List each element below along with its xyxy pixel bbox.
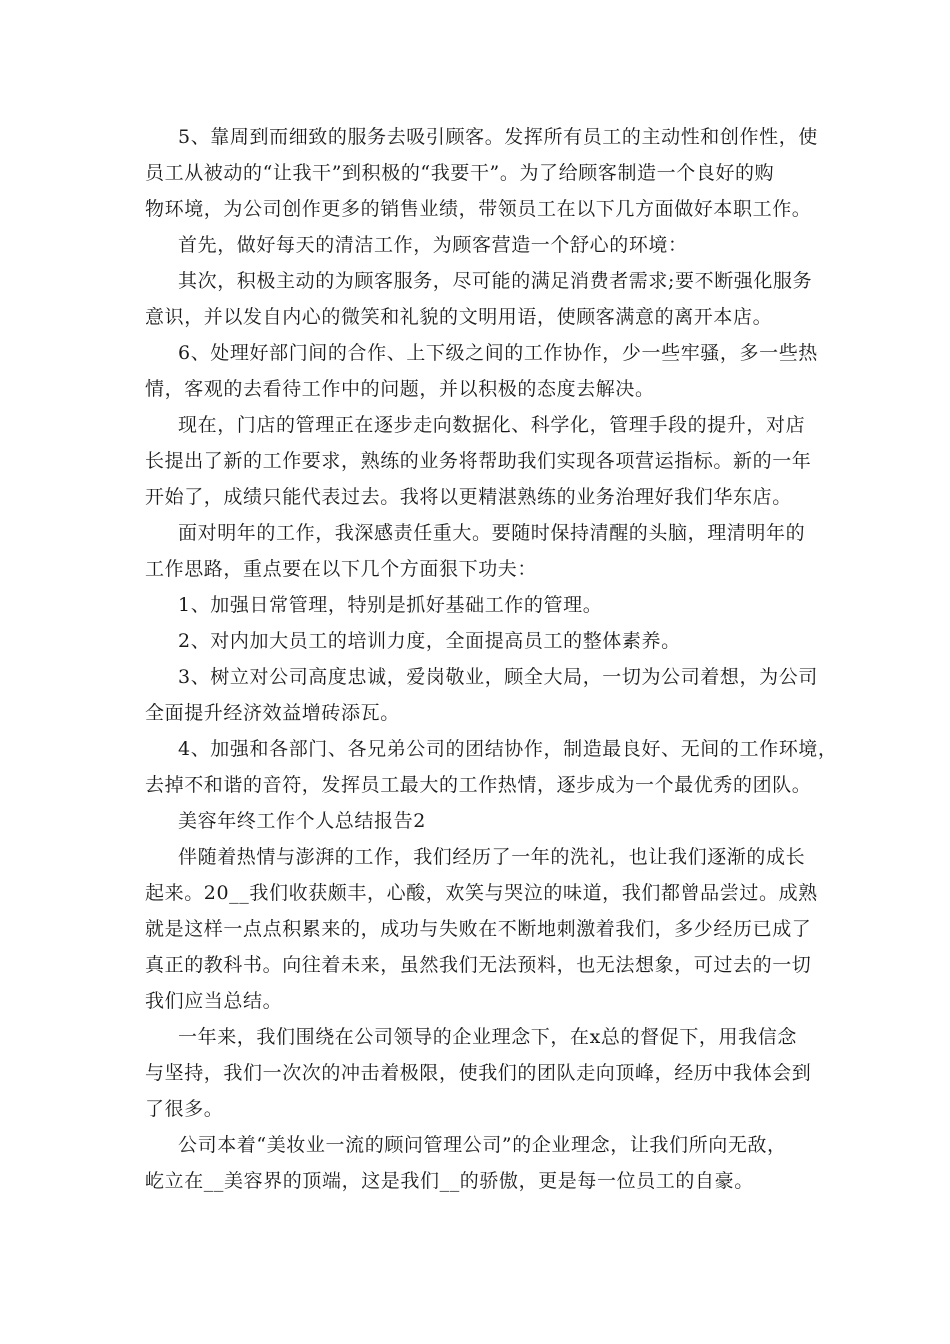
text-line: 公司本着“美妆业一流的顾问管理公司”的企业理念，让我们所向无敌， (178, 1134, 787, 1156)
text-line: 去掉不和谐的音符，发挥员工最大的工作热情，逐步成为一个最优秀的团队。 (145, 774, 812, 796)
text-line: 长提出了新的工作要求，熟练的业务将帮助我们实现各项营运指标。新的一年 (145, 450, 812, 472)
text-line: 物环境，为公司创作更多的销售业绩，带领员工在以下几方面做好本职工作。 (145, 198, 812, 220)
text-line: 开始了，成绩只能代表过去。我将以更精湛熟练的业务治理好我们华东店。 (145, 486, 792, 508)
text-line: 员工从被动的“让我干”到积极的“我要干”。为了给顾客制造一个良好的购 (145, 162, 775, 184)
text-line: 全面提升经济效益增砖添瓦。 (145, 702, 400, 724)
section-heading: 美容年终工作个人总结报告2 (178, 810, 426, 832)
text-line: 情，客观的去看待工作中的问题，并以积极的态度去解决。 (145, 378, 655, 400)
text-line: 现在，门店的管理正在逐步走向数据化、科学化，管理手段的提升，对店 (178, 414, 806, 436)
text-line: 与坚持，我们一次次的冲击着极限，使我们的团队走向顶峰，经历中我体会到 (145, 1062, 812, 1084)
text-line: 真正的教科书。向往着未来，虽然我们无法预料，也无法想象，可过去的一切 (145, 954, 812, 976)
text-line: 了很多。 (145, 1098, 224, 1120)
text-line: 伴随着热情与澎湃的工作，我们经历了一年的洗礼，也让我们逐渐的成长 (178, 846, 806, 868)
text-line: 1、加强日常管理，特别是抓好基础工作的管理。 (178, 594, 603, 616)
text-line: 意识，并以发自内心的微笑和礼貌的文明用语，使顾客满意的离开本店。 (145, 306, 773, 328)
text-line: 起来。20__我们收获颇丰，心酸，欢笑与哭泣的味道，我们都曾品尝过。成熟 (145, 882, 818, 904)
text-line: 屹立在__美容界的顶端，这是我们__的骄傲，更是每一位员工的自豪。 (145, 1170, 754, 1192)
text-line: 首先，做好每天的清洁工作，为顾客营造一个舒心的环境： (178, 234, 688, 256)
text-line: 一年来，我们围绕在公司领导的企业理念下，在x总的督促下，用我信念 (178, 1026, 797, 1048)
text-line: 其次，积极主动的为顾客服务，尽可能的满足消费者需求;要不断强化服务 (178, 270, 813, 292)
text-line: 2、对内加大员工的培训力度，全面提高员工的整体素养。 (178, 630, 681, 652)
text-line: 5、靠周到而细致的服务去吸引顾客。发挥所有员工的主动性和创作性，使 (178, 126, 818, 148)
text-line: 我们应当总结。 (145, 990, 283, 1012)
text-line: 3、树立对公司高度忠诚，爱岗敬业，顾全大局，一切为公司着想，为公司 (178, 666, 818, 688)
text-line: 4、加强和各部门、各兄弟公司的团结协作，制造最良好、无间的工作环境， (178, 738, 838, 760)
text-line: 工作思路，重点要在以下几个方面狠下功夫： (145, 558, 538, 580)
text-line: 就是这样一点点积累来的，成功与失败在不断地刺激着我们，多少经历已成了 (145, 918, 812, 940)
text-line: 面对明年的工作，我深感责任重大。要随时保持清醒的头脑，理清明年的 (178, 522, 806, 544)
text-line: 6、处理好部门间的合作、上下级之间的工作协作，少一些牢骚，多一些热 (178, 342, 818, 364)
